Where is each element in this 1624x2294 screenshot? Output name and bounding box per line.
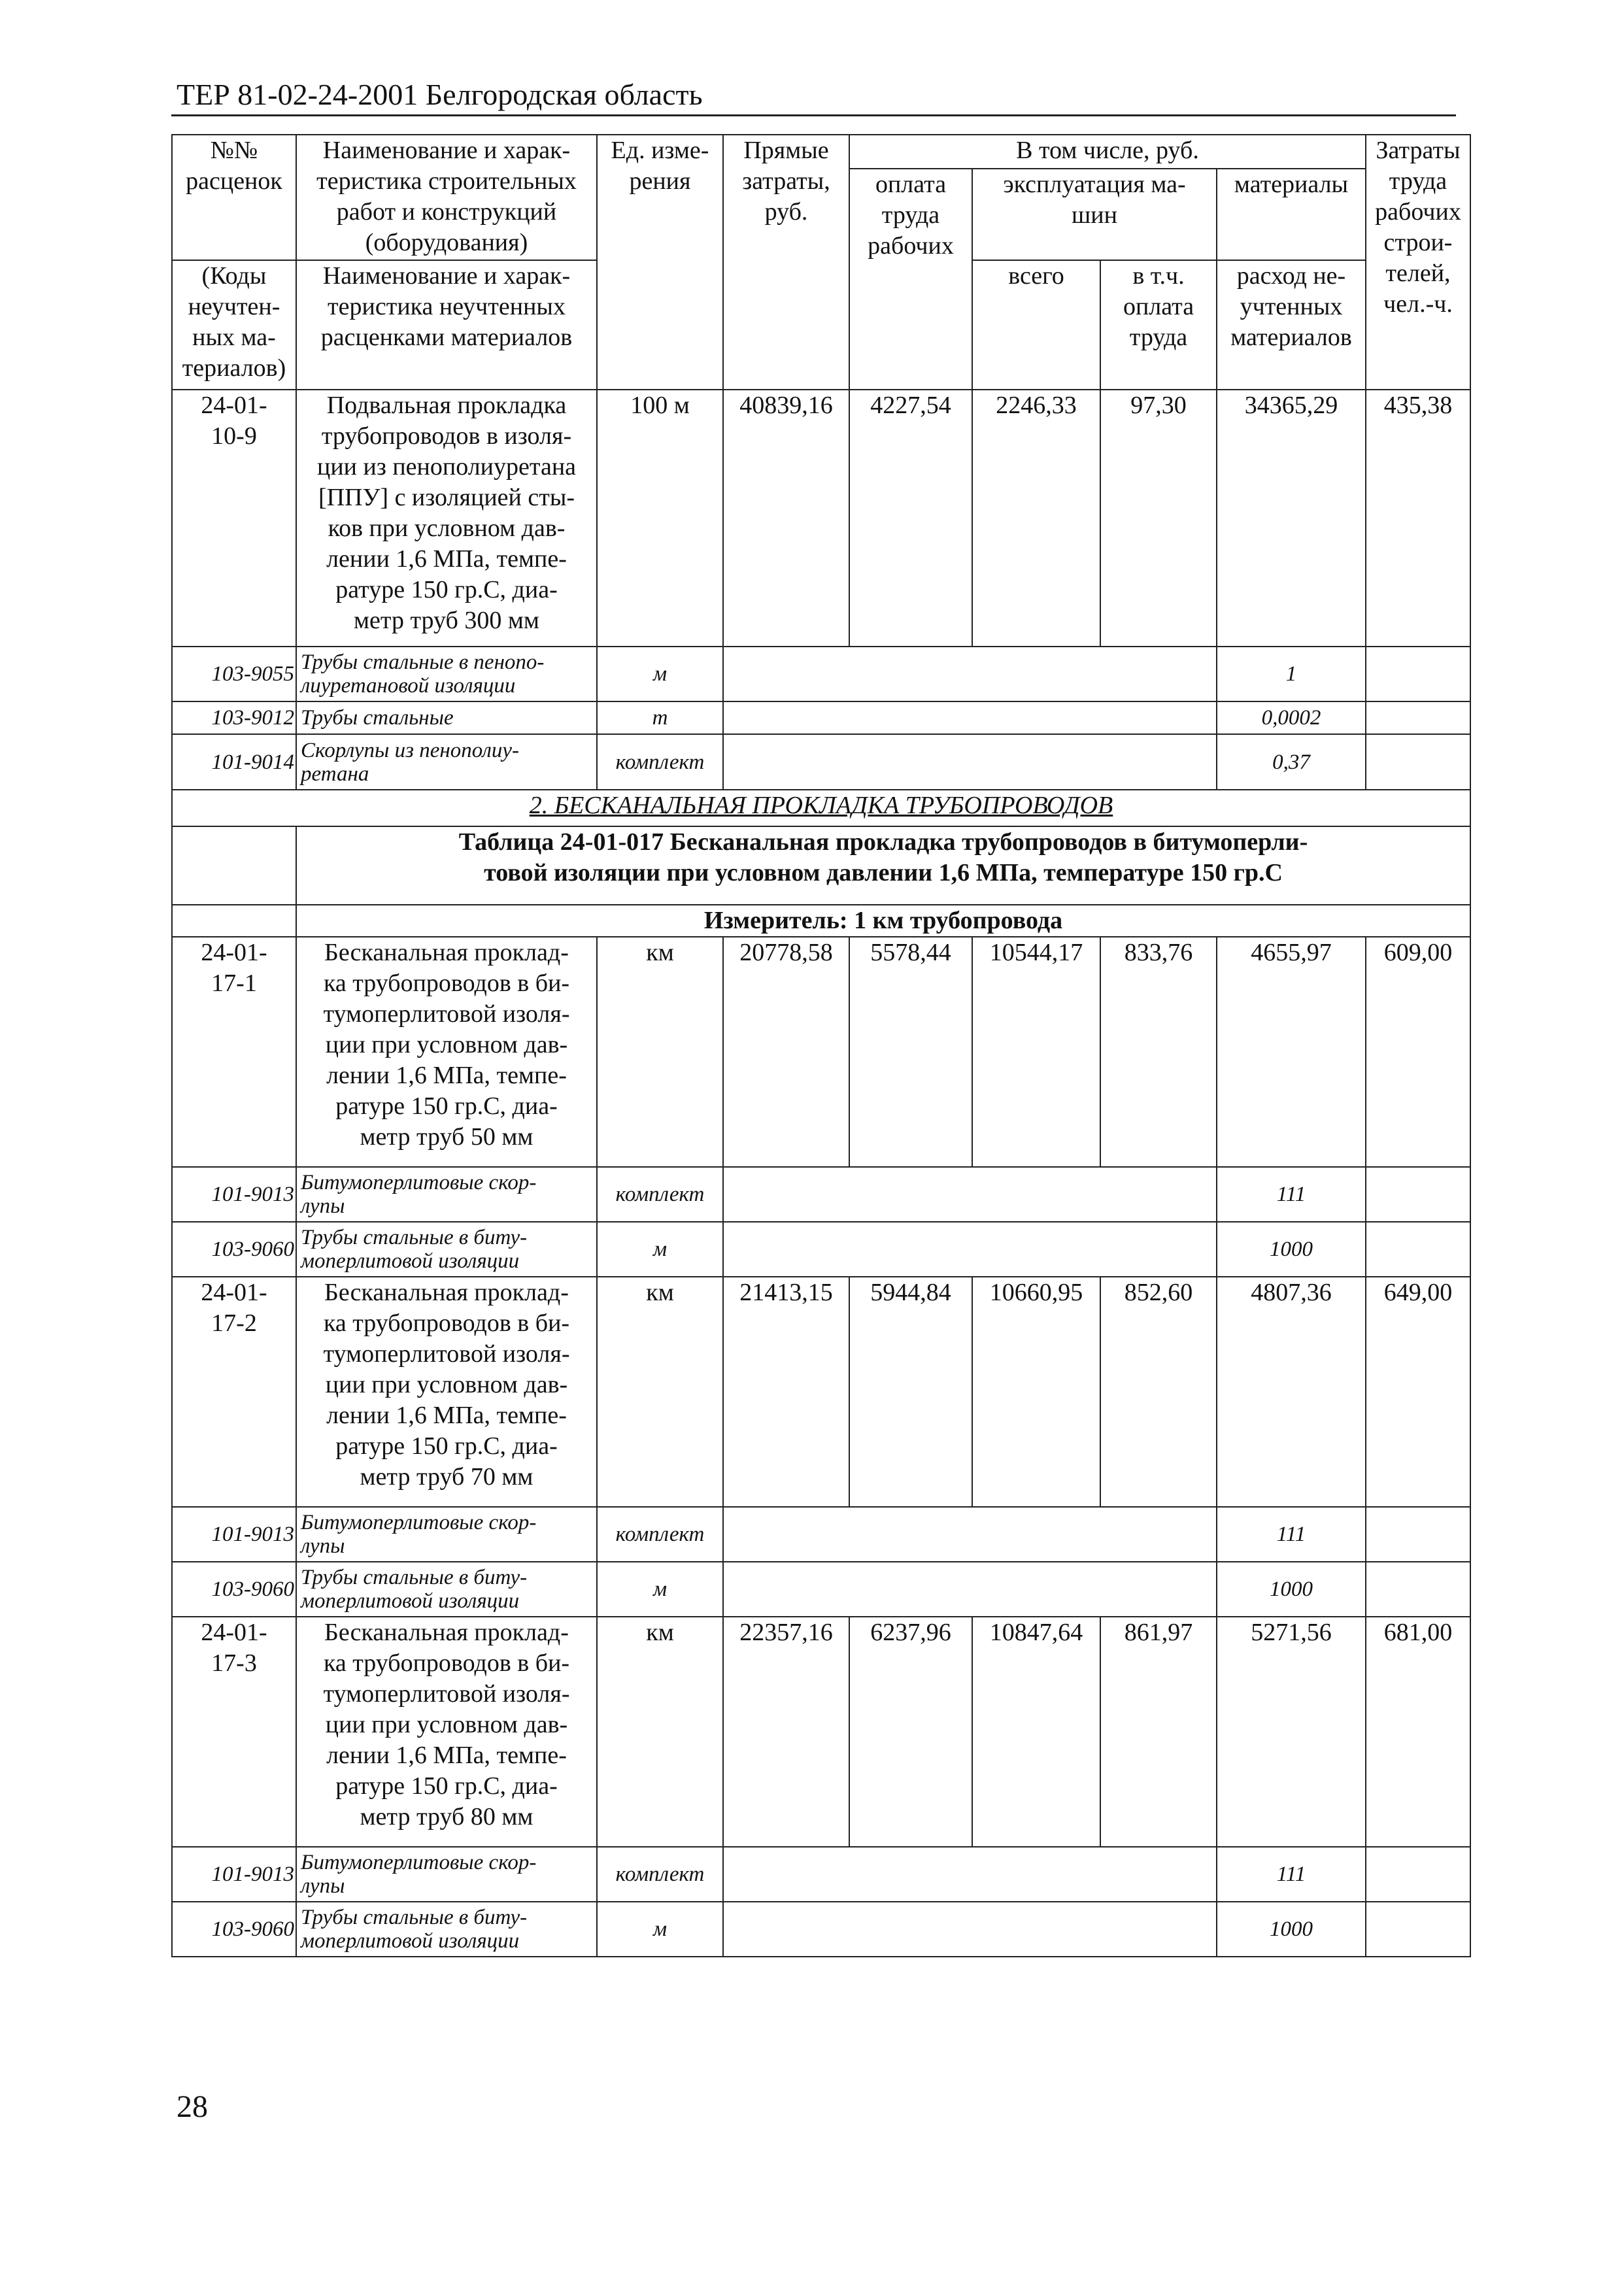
wages-cost: 6237,96 [849, 1617, 972, 1847]
col-labor: Затраты труда рабочих строи- телей, чел.-ч. [1366, 135, 1470, 390]
material-qty: 0,0002 [1217, 701, 1366, 734]
material-qty: 1 [1217, 647, 1366, 701]
work-name: Бесканальная проклад- ка трубопроводов в би- тумоперлитовой изоля- ции при условном дав- лении 1,6 МПа, темпе- ратуре 150 гр.С, диа- метр труб 50 мм [296, 937, 597, 1167]
machine-wages-cost: 861,97 [1100, 1617, 1217, 1847]
col-machines-wages: в т.ч. оплата труда [1100, 260, 1217, 390]
wages-cost: 5944,84 [849, 1277, 972, 1507]
table-row [172, 390, 1470, 647]
col-name-bottom: Наименование и харак- теристика неучтенных расценками материалов [296, 260, 597, 390]
col-including: В том числе, руб. [849, 135, 1366, 169]
material-qty: 1000 [1217, 1902, 1366, 1957]
document-header: ТЕР 81-02-24-2001 Белгородская область [177, 78, 703, 111]
material-empty [1366, 1902, 1470, 1957]
title-empty-cell [172, 826, 296, 905]
material-unit: т [597, 701, 723, 734]
table-row [172, 937, 1470, 1167]
labor-cost: 609,00 [1366, 937, 1470, 1167]
material-name: Трубы стальные в биту- моперлитовой изоляции [296, 1222, 597, 1277]
material-code: 101-9013 [172, 1847, 296, 1902]
material-row [172, 1847, 1470, 1902]
rate-code: 24-01- 10-9 [172, 390, 296, 647]
material-code: 101-9014 [172, 734, 296, 790]
col-code-top: №№ расценок [172, 135, 296, 260]
material-name: Трубы стальные [296, 701, 597, 734]
material-empty [723, 1222, 1217, 1277]
direct-cost: 21413,15 [723, 1277, 849, 1507]
materials-cost: 4655,97 [1217, 937, 1366, 1167]
section-row [172, 790, 1470, 826]
material-code: 101-9013 [172, 1167, 296, 1222]
materials-cost: 5271,56 [1217, 1617, 1366, 1847]
materials-cost: 4807,36 [1217, 1277, 1366, 1507]
material-row [172, 1562, 1470, 1617]
col-direct: Прямые затраты, руб. [723, 135, 849, 390]
col-machines-total: всего [972, 260, 1100, 390]
material-name: Трубы стальные в биту- моперлитовой изоляции [296, 1902, 597, 1957]
material-unit: комплект [597, 1847, 723, 1902]
material-code: 103-9060 [172, 1902, 296, 1957]
labor-cost: 435,38 [1366, 390, 1470, 647]
material-row [172, 701, 1470, 734]
material-empty [1366, 701, 1470, 734]
material-row [172, 1507, 1470, 1562]
col-wages: оплата труда рабочих [849, 169, 972, 390]
unit-cell: км [597, 937, 723, 1167]
material-empty [723, 647, 1217, 701]
measure-label: Измеритель: 1 км трубопровода [296, 905, 1470, 937]
material-code: 103-9055 [172, 647, 296, 701]
material-qty: 111 [1217, 1847, 1366, 1902]
table-title-row [172, 826, 1470, 905]
work-name: Бесканальная проклад- ка трубопроводов в би- тумоперлитовой изоля- ции при условном дав- лении 1,6 МПа, темпе- ратуре 150 гр.С, диа- метр труб 70 мм [296, 1277, 597, 1507]
material-unit: м [597, 647, 723, 701]
material-empty [723, 1507, 1217, 1562]
material-name: Битумоперлитовые скор- лупы [296, 1507, 597, 1562]
machines-cost: 10847,64 [972, 1617, 1100, 1847]
material-empty [1366, 1222, 1470, 1277]
material-empty [723, 1902, 1217, 1957]
material-qty: 1000 [1217, 1562, 1366, 1617]
material-unit: м [597, 1222, 723, 1277]
table-row [172, 1277, 1470, 1507]
page-number: 28 [177, 2089, 208, 2124]
section-title: 2. БЕСКАНАЛЬНАЯ ПРОКЛАДКА ТРУБОПРОВОДОВ [172, 790, 1470, 826]
col-machines: эксплуатация ма- шин [972, 169, 1217, 260]
material-unit: м [597, 1562, 723, 1617]
material-empty [723, 1847, 1217, 1902]
material-name: Битумоперлитовые скор- лупы [296, 1167, 597, 1222]
material-empty [723, 734, 1217, 790]
header-rule [171, 114, 1456, 116]
direct-cost: 22357,16 [723, 1617, 849, 1847]
table-row [172, 1617, 1470, 1847]
material-empty [1366, 1507, 1470, 1562]
material-row [172, 734, 1470, 790]
rate-code: 24-01- 17-2 [172, 1277, 296, 1507]
material-empty [1366, 1562, 1470, 1617]
work-name: Подвальная прокладка трубопроводов в изоля- ции из пенополиуретана [ППУ] с изоляцией сты- ков при условном дав- лении 1,6 МПа, темпе- ратуре 150 гр.С, диа- метр труб 300 мм [296, 390, 597, 647]
material-row [172, 1167, 1470, 1222]
material-unit: м [597, 1902, 723, 1957]
material-empty [1366, 647, 1470, 701]
material-empty [1366, 1847, 1470, 1902]
material-name: Битумоперлитовые скор- лупы [296, 1847, 597, 1902]
material-row [172, 1222, 1470, 1277]
col-materials-usage: расход не- учтенных материалов [1217, 260, 1366, 390]
machines-cost: 10544,17 [972, 937, 1100, 1167]
material-unit: комплект [597, 1167, 723, 1222]
machines-cost: 10660,95 [972, 1277, 1100, 1507]
measure-row [172, 905, 1470, 937]
unit-cell: км [597, 1617, 723, 1847]
table-title: Таблица 24-01-017 Бесканальная прокладка трубопроводов в битумоперли- товой изоляции при условном давлении 1,6 МПа, температуре 150 гр.С [296, 826, 1470, 905]
material-name: Трубы стальные в биту- моперлитовой изоляции [296, 1562, 597, 1617]
material-unit: комплект [597, 1507, 723, 1562]
col-code-bottom: (Коды неучтен- ных ма- териалов) [172, 260, 296, 390]
material-code: 103-9060 [172, 1562, 296, 1617]
material-code: 101-9013 [172, 1507, 296, 1562]
material-empty [723, 701, 1217, 734]
material-code: 103-9012 [172, 701, 296, 734]
material-name: Трубы стальные в пенопо- лиуретановой изоляции [296, 647, 597, 701]
material-empty [723, 1167, 1217, 1222]
unit-cell: 100 м [597, 390, 723, 647]
labor-cost: 649,00 [1366, 1277, 1470, 1507]
rate-code: 24-01- 17-1 [172, 937, 296, 1167]
work-name: Бесканальная проклад- ка трубопроводов в би- тумоперлитовой изоля- ции при условном дав- лении 1,6 МПа, темпе- ратуре 150 гр.С, диа- метр труб 80 мм [296, 1617, 597, 1847]
machines-cost: 2246,33 [972, 390, 1100, 647]
col-name-top: Наименование и харак- теристика строительных работ и конструкций (оборудования) [296, 135, 597, 260]
material-unit: комплект [597, 734, 723, 790]
materials-cost: 34365,29 [1217, 390, 1366, 647]
material-empty [1366, 1167, 1470, 1222]
material-qty: 1000 [1217, 1222, 1366, 1277]
machine-wages-cost: 852,60 [1100, 1277, 1217, 1507]
rate-code: 24-01- 17-3 [172, 1617, 296, 1847]
labor-cost: 681,00 [1366, 1617, 1470, 1847]
material-row [172, 1902, 1470, 1957]
wages-cost: 5578,44 [849, 937, 972, 1167]
measure-empty-cell [172, 905, 296, 937]
wages-cost: 4227,54 [849, 390, 972, 647]
unit-cell: км [597, 1277, 723, 1507]
direct-cost: 40839,16 [723, 390, 849, 647]
material-qty: 0,37 [1217, 734, 1366, 790]
material-empty [723, 1562, 1217, 1617]
machine-wages-cost: 833,76 [1100, 937, 1217, 1167]
direct-cost: 20778,58 [723, 937, 849, 1167]
col-materials: материалы [1217, 169, 1366, 260]
header-row-1 [172, 135, 1470, 169]
material-qty: 111 [1217, 1507, 1366, 1562]
material-row [172, 647, 1470, 701]
material-code: 103-9060 [172, 1222, 296, 1277]
col-unit: Ед. изме- рения [597, 135, 723, 390]
material-qty: 111 [1217, 1167, 1366, 1222]
material-empty [1366, 734, 1470, 790]
machine-wages-cost: 97,30 [1100, 390, 1217, 647]
rates-table [171, 134, 1471, 1957]
material-name: Скорлупы из пенополиу- ретана [296, 734, 597, 790]
